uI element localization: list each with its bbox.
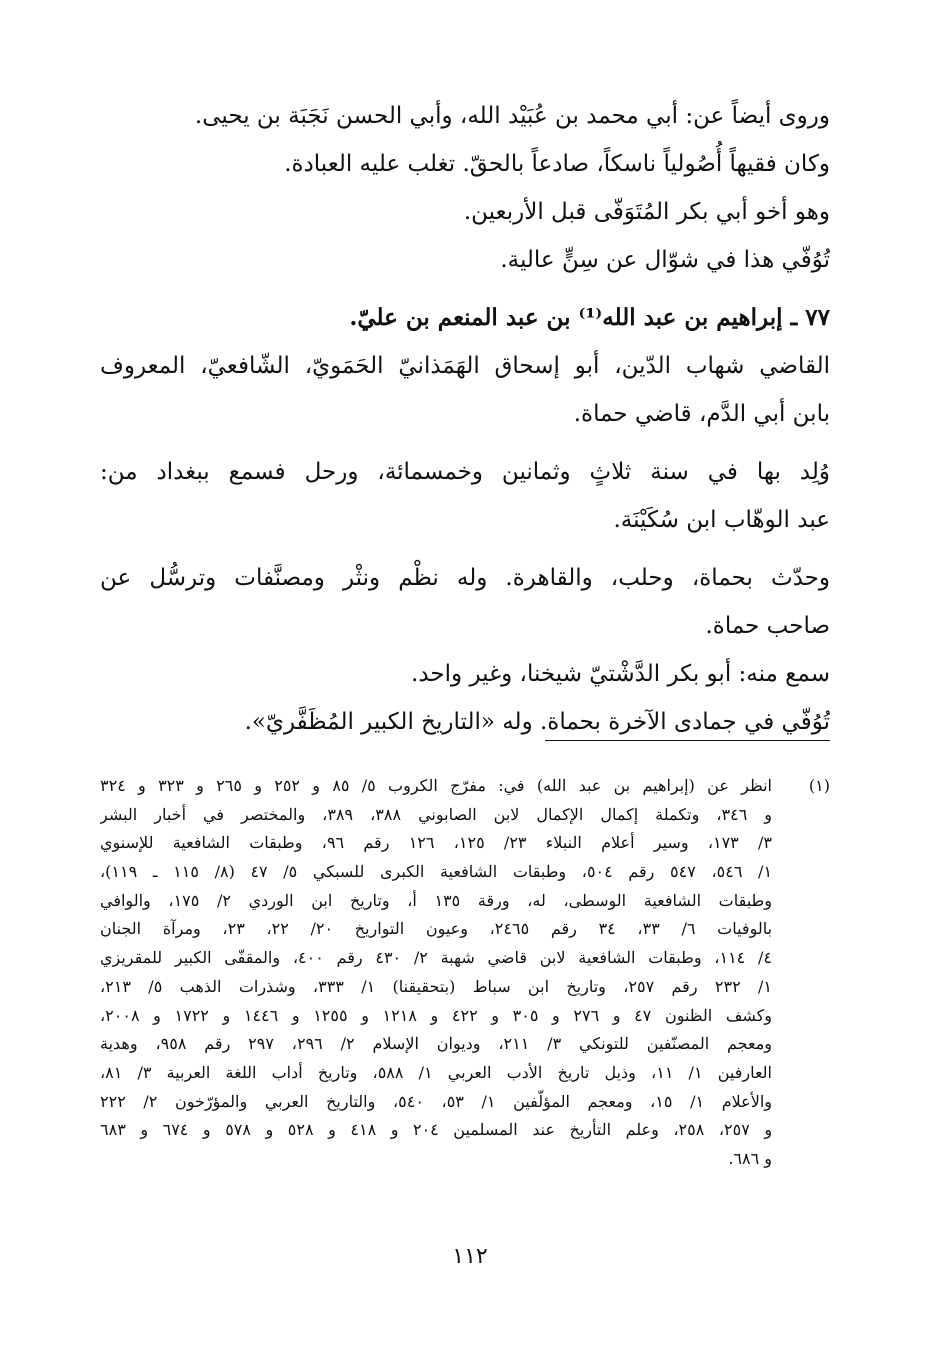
footnote-text — [100, 772, 772, 1174]
text-line: سمع منه: أبو بكر الدَّشْتيّ شيخنا، وغير واحد. — [411, 661, 830, 687]
footnote-line: والأعلام ١/ ١٥، ومعجم المؤلّفين ١/ ٥٣، ٥٤٠، والتاريخ العربي والمؤرّخون ٢/ ٢٢٢ — [100, 1091, 772, 1111]
footnote-line: ١/ ٥٤٦، ٥٤٧ رقم ٥٠٤، وطبقات الشافعية الكبرى للسبكي ٥/ ٤٧ (٨/ ١١٥ ـ ١١٩)، — [100, 862, 772, 882]
footnote-block — [100, 772, 830, 1174]
main-text — [100, 92, 830, 746]
footnote-line: ١/ ٢٣٢ رقم ٢٥٧، وتاريخ ابن سباط (بتحقيقنا) ١/ ٣٣٣، وشذرات الذهب ٥/ ٢١٣، — [100, 976, 772, 996]
text-line: وهو أخو أبي بكر المُتَوَفّى قبل الأربعين. — [463, 199, 830, 225]
footnote-line: و ٦٨٦. — [728, 1148, 772, 1168]
text-line: وحدّث بحماة، وحلب، والقاهرة. وله نظْم ونثْر ومصنَّفات وترسُّل عن — [100, 565, 830, 591]
footnote-line: ومعجم المصنّفين للتونكي ٣/ ٢١١، وديوان الإسلام ٢/ ٢٩٦، ٢٩٧ رقم ٩٥٨، وهدية — [100, 1034, 772, 1054]
text-line: عبد الوهّاب ابن سُكَيْنَة. — [613, 507, 830, 533]
footnote-line: و ٢٥٧، ٢٥٨، وعلم التأريخ عند المسلمين ٢٠٤ و ٤١٨ و ٥٢٨ و ٥٧٨ و ٦٧٤ و ٦٨٣ — [100, 1120, 772, 1140]
text-line: وروى أيضاً عن: أبي محمد بن عُبَيْد الله، وأبي الحسن نَجَبَة بن يحيى. — [194, 103, 830, 129]
text-line: تُوُفّي في جمادى الآخرة بحماة. وله «التاريخ الكبير المُظَفَّريّ». — [244, 709, 830, 735]
text-line: القاضي شهاب الدّين، أبو إسحاق الهَمَذانيّ الحَمَويّ، الشّافعيّ، المعروف — [100, 353, 830, 379]
footnote-line: العارفين ١/ ١١، وذيل تاريخ الأدب العربي ١/ ٥٨٨، وتاريخ أداب اللغة العربية ٣/ ٨١، — [100, 1062, 772, 1082]
footnote-line: ٤/ ١١٤، وطبقات الشافعية لابن قاضي شهبة ٢/ ٤٣٠ رقم ٤٠٠، والمقفّى الكبير للمقريزي — [100, 948, 772, 968]
entry-heading: ٧٧ ـ إبراهيم بن عبد الله⁽¹⁾ بن عبد المنعم بن عليّ. — [349, 304, 830, 331]
footnote-separator — [545, 740, 830, 741]
text-line: بابن أبي الدَّم، قاضي حماة. — [573, 401, 830, 427]
text-line: صاحب حماة. — [705, 613, 830, 639]
page-number: ١١٢ — [452, 1244, 488, 1269]
footnote-line: وكشف الظنون ٤٧ و ٢٧٦ و ٣٠٥ و ٤٢٢ و ١٢١٨ و ١٢٥٥ و ١٤٤٦ و ١٧٢٢ و ٢٠٠٨، — [100, 1005, 772, 1025]
footnote-line: ٣/ ١٧٣، وسير أعلام النبلاء ٢٣/ ١٢٥، ١٢٦ رقم ٩٦، وطبقات الشافعية للإسنوي — [100, 833, 772, 853]
footnote-line: وطبقات الشافعية الوسطى، له، ورقة ١٣٥ أ، وتاريخ ابن الوردي ٢/ ١٧٥، والوافي — [100, 890, 772, 910]
footnote-line: و ٣٤٦، وتكملة إكمال الإكمال لابن الصابوني ٣٨٨، ٣٨٩، والمختصر في أخبار البشر — [100, 804, 772, 824]
footnote-line: بالوفيات ٦/ ٣٣، ٣٤ رقم ٢٤٦٥، وعيون التواريخ ٢٠/ ٢٢، ٢٣، ومرآة الجنان — [100, 919, 772, 939]
footnote-line: انظر عن (إبراهيم بن عبد الله) في: مفرّج الكروب ٥/ ٨٥ و ٢٥٢ و ٢٦٥ و ٣٢٣ و ٣٢٤ — [100, 776, 772, 795]
text-line: تُوُفّي هذا في شوّال عن سِنٍّ عالية. — [500, 247, 830, 273]
text-line: وكان فقيهاً أُصُولياً ناسكاً، صادعاً بالحقّ. تغلب عليه العبادة. — [284, 151, 830, 177]
footnote-marker: (١) — [808, 776, 830, 795]
text-line: وُلِد بها في سنة ثلاثٍ وثمانين وخمسمائة، ورحل فسمع ببغداد من: — [100, 459, 830, 485]
